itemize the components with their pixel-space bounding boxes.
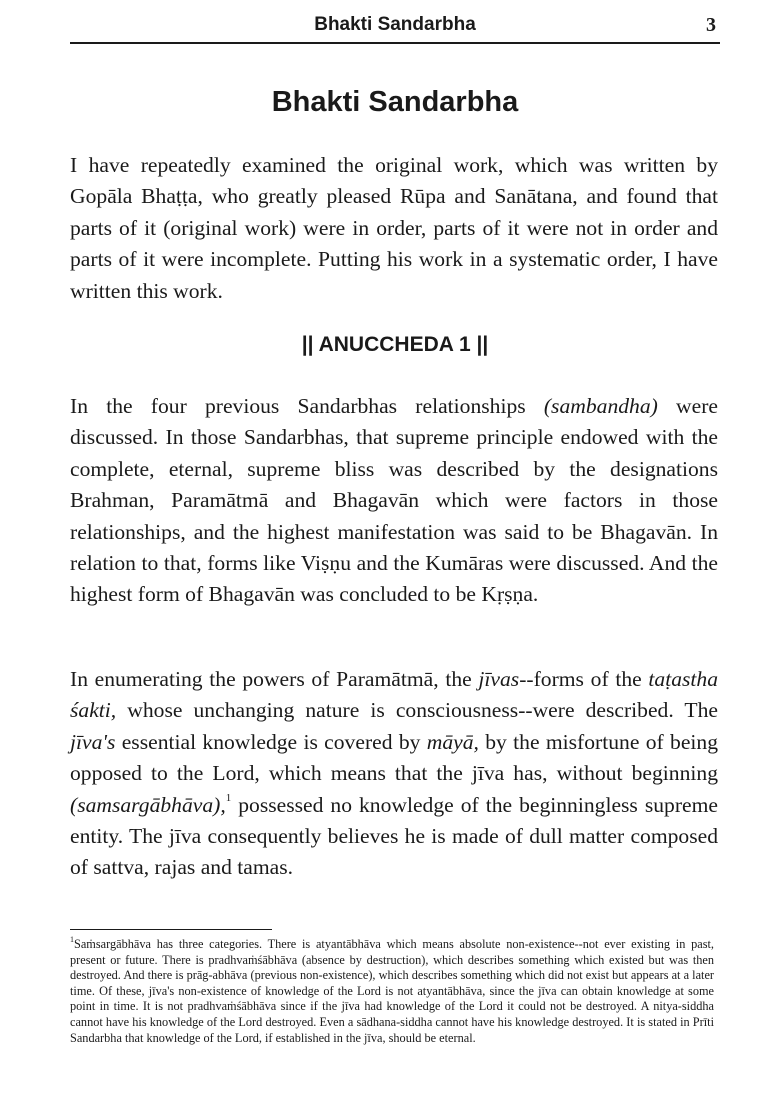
p3-text-6: possessed no knowledge of the beginningless supreme entity. The jīva consequently believes he is made of dull matter composed of sattva, rajas and tamas. — [70, 792, 718, 880]
footnote-text: Saṁsargābhāva has three categories. There is atyantābhāva which means absolute non-existence--not ever existing in past, present or future. There is pradhvaṁśābhāva (absence by destruction), which describes something which existed but was then destroyed. And there is prāg-abhāva (previous non-existence), which describes something which did not exist but appears at a later time. Of these, jīva's non-existence of knowledge of the Lord is not atyantābhāva, since the jīva can obtain knowledge at some point in time. It is not pradhvaṁśābhāva since if the jīva had knowledge of the Lord it could not be destroyed. A nitya-siddha cannot have his knowledge of the Lord destroyed. Even a sādhana-siddha cannot have his knowledge destroyed. It is stated in Prīti Sandarbha that knowledge of the Lord, if established in the jīva, should be eternal. — [70, 937, 714, 1045]
footnote-marker: 1 — [70, 934, 74, 944]
footnote-reference: 1 — [225, 792, 232, 805]
p3-text-4: essential knowledge is covered by — [115, 729, 427, 754]
header-rule — [70, 42, 720, 44]
p3-term-4: māyā, — [426, 729, 479, 754]
p3-term-1: jīvas — [478, 667, 520, 691]
p3-text-5: by the misfortune of being opposed to the Lord, which means that the jīva has, without beginning — [70, 729, 719, 786]
intro-paragraph: I have repeatedly examined the original work, which was written by Gopāla Bhaṭṭa, who greatly pleased Rūpa and Sanātana, and found that parts of it (original work) were in order, parts of it were not in order and parts of it were incomplete. Putting his work in a systematic order, I have written this work. — [70, 153, 718, 303]
p3-term-3: jīva's — [70, 729, 116, 754]
paragraph-3 — [70, 664, 718, 884]
p3-text-2: --forms of the — [519, 667, 649, 691]
p3-term-2: taṭastha śakti, — [70, 667, 718, 723]
footnote — [70, 934, 714, 1046]
chapter-title: Bhakti Sandarbha — [271, 86, 519, 118]
section-heading: || ANUCCHEDA 1 || — [301, 333, 489, 356]
running-head-title: Bhakti Sandarbha — [314, 14, 476, 35]
paragraph-2-term: (sambandha) — [543, 394, 658, 418]
p3-term-5: (samsargābhāva), — [70, 792, 226, 817]
p3-text-3: whose unchanging nature is consciousness--were described. The — [116, 698, 718, 723]
running-head — [70, 14, 720, 42]
footnote-rule — [70, 929, 272, 930]
p3-text-1: In enumerating the powers of Paramātmā, the — [70, 667, 479, 691]
paragraph-2-text-2: were discussed. In those Sandarbhas, that supreme principle endowed with the complete, eternal, supreme bliss was described by the designations Brahman, Paramātmā and Bhagavān which were factors in those relationships, and the highest manifestation was said to be Bhagavān. In relation to that, forms like Viṣṇu and the Kumāras were discussed. And the highest form of Bhagavān was concluded to be Kṛṣṇa. — [70, 394, 718, 607]
paragraph-2-text-1: In the four previous Sandarbhas relationships — [70, 394, 544, 418]
paragraph-2 — [70, 391, 718, 611]
page-number: 3 — [706, 14, 716, 36]
